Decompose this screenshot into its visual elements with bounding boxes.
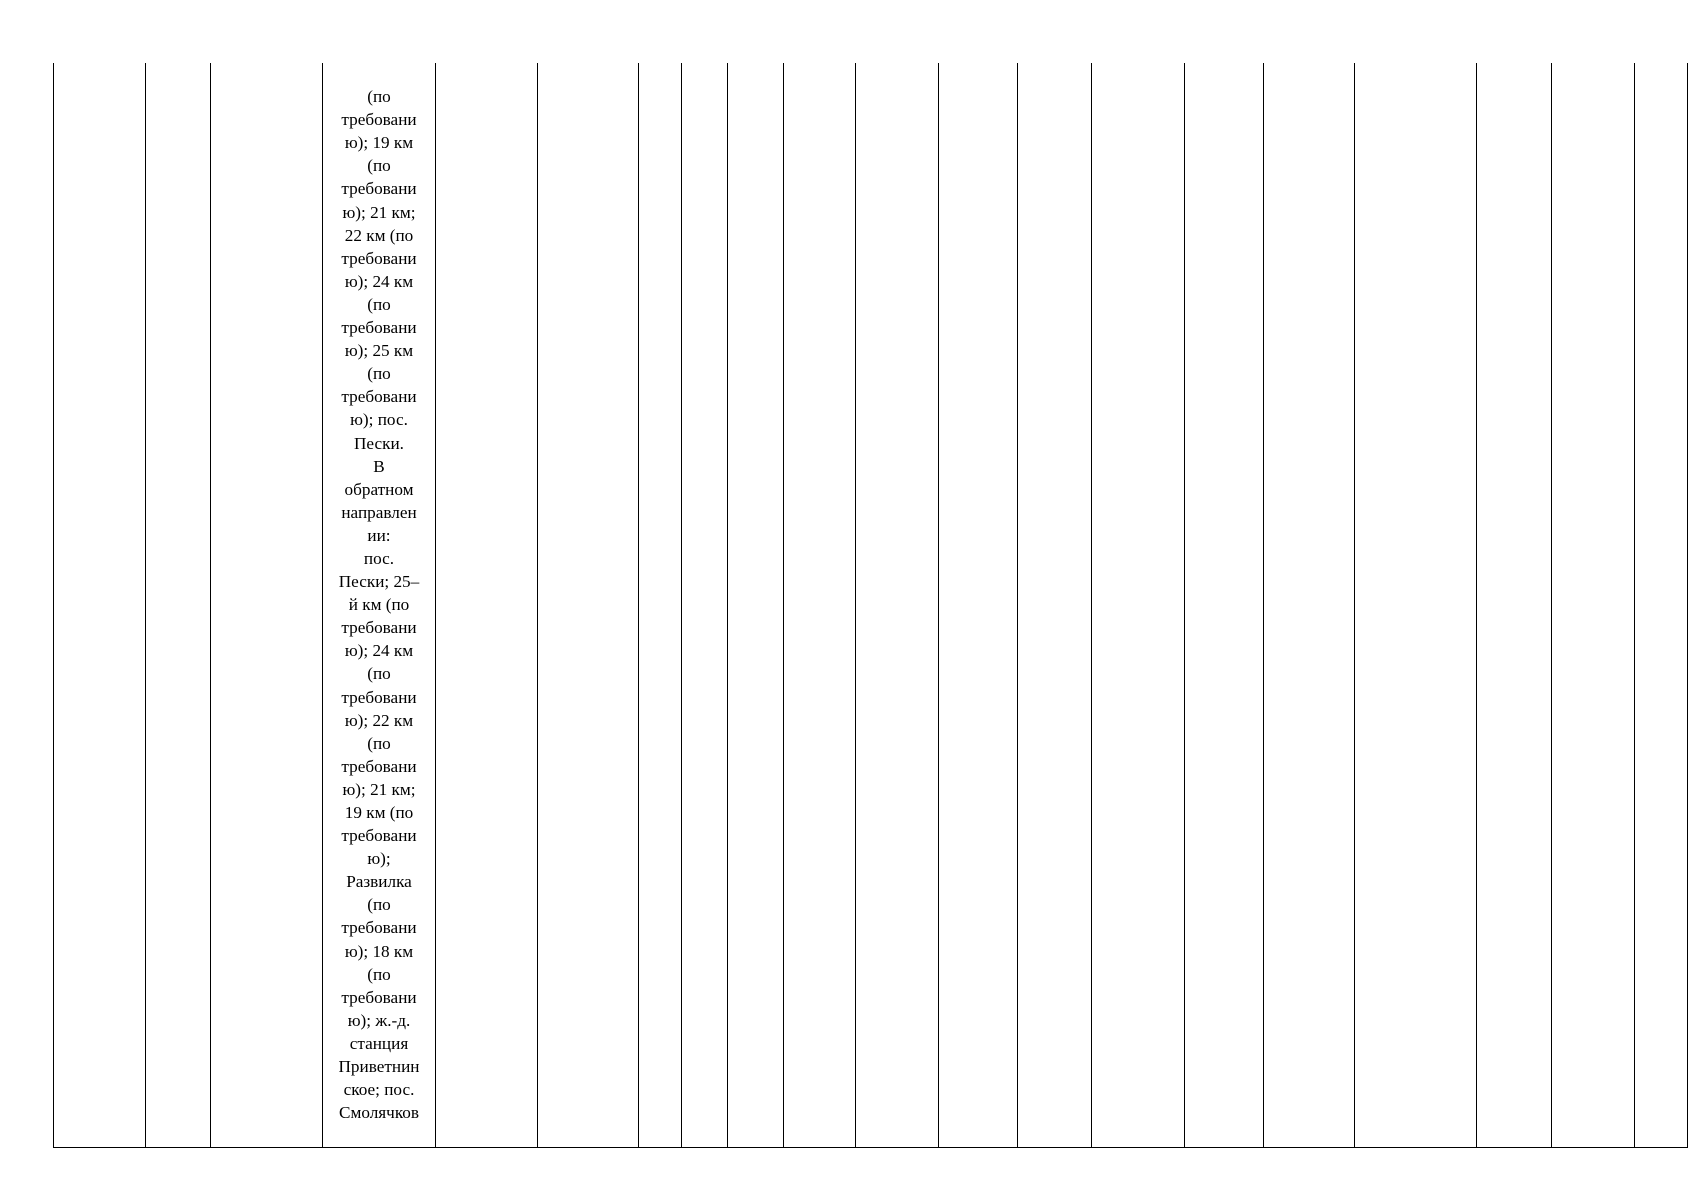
table-cell [682,63,728,1148]
table-cell [856,63,939,1148]
table-cell [211,63,323,1148]
table-cell [1635,63,1688,1148]
table-cell [1092,63,1185,1148]
table-cell [639,63,682,1148]
stops-cell [323,63,436,1148]
table-cell [1552,63,1635,1148]
table-row [54,63,1688,1148]
table-cell [784,63,856,1148]
table-cell [1477,63,1552,1148]
table-cell [146,63,211,1148]
table-cell [54,63,146,1148]
table-cell [538,63,639,1148]
stops-text: (по требовани ю); 19 км (по требовани ю); 21 км; 22 км (по требовани ю); 24 км (по требовани ю); 25 км (по требовани ю); пос. Пески. В обратном направлен ии: пос. Пески; 25– й км (по требовани ю); 24 км (по требовани ю); 22 км (по требовани ю); 21 км; 19 км (по требовани ю); Развилка (по требовани ю); 18 км (по требовани ю); ж.-д. станция Приветнин ское; пос. Смолячков [338,87,420,1123]
table-cell [1018,63,1092,1148]
route-table [53,63,1688,1148]
table-cell [1185,63,1264,1148]
table-cell [436,63,538,1148]
table-cell [1264,63,1355,1148]
table-cell [939,63,1018,1148]
table-cell [1355,63,1477,1148]
table-cell [728,63,784,1148]
